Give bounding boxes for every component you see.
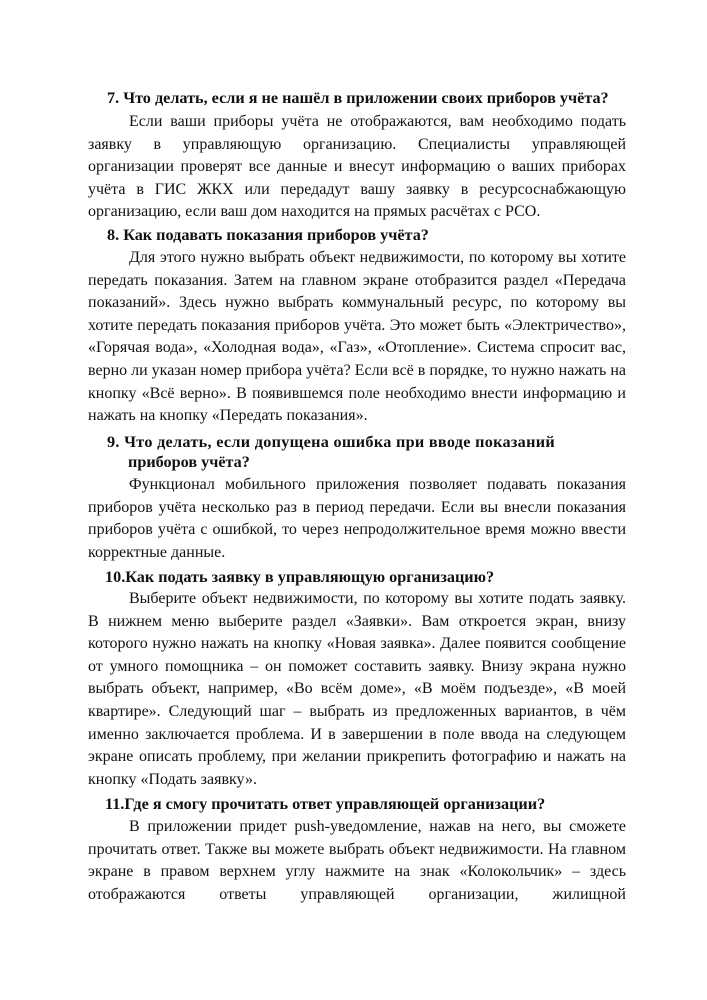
faq-answer-7: Если ваши приборы учёта не отображаются, вам необходимо подать заявку в управляющую организацию. Специалисты управляющей организации проверят все данные и внесут информацию о ваших приборах учёта в ГИС ЖКХ или передадут вашу заявку в ресурсоснабжающую организацию, если ваш дом находится на прямых расчётах с РСО. [88,113,626,221]
faq-answer-11: В приложении придет push-уведомление, нажав на него, вы сможете прочитать ответ. Также вы можете выбрать объект недвижимости. На главном экране в правом верхнем углу нажмите на знак «Колокольчик» – здесь отображаются ответы управляющей организации, жилищной [88,818,626,903]
faq-number-10: 10. [105,568,126,586]
faq-answer-10: Выберите объект недвижимости, по которому вы хотите подать заявку. В нижнем меню выберите раздел «Заявки». Вам откроется экран, внизу которого нужно нажать на кнопку «Новая заявка». Далее появится сообщение от умного помощника – он поможет составить заявку. Внизу экрана нужно выбрать объект, например, «Во всём доме», «В моём подъезде», «В моей квартире». Следующий шаг – выбрать из предложенных вариантов, в чём именно заключается проблема. И в завершении в поле ввода на следующем экране описать проблему, при желании прикрепить фотографию и нажать на кнопку «Подать заявку». [88,590,626,788]
faq-number-9: 9. [107,433,120,451]
faq-title-8: Как подавать показания приборов учёта? [123,226,429,244]
faq-heading-10 [105,567,494,587]
faq-answer-8: Для этого нужно выбрать объект недвижимости, по которому вы хотите передать показания. Затем на главном экране отобразится раздел «Передача показаний». Здесь нужно выбрать коммунальный ресурс, по которому вы хотите передать показания приборов учёта. Это может быть «Электричество», «Горячая вода», «Холодная вода», «Газ», «Отопление». Система спросит вас, верно ли указан номер прибора учёта? Если всё в порядке, то нужно нажать на кнопку «Всё верно». В появившемся поле необходимо внести информацию и нажать на кнопку «Передать показания». [88,249,626,425]
faq-answer-9: Функционал мобильного приложения позволяет подавать показания приборов учёта несколько раз в период передачи. Если вы внесли показания приборов учёта с ошибкой, то через непродолжительное время можно ввести корректные данные. [88,476,626,561]
faq-title-7: Что делать, если я не нашёл в приложении своих приборов учёта? [123,89,609,107]
faq-title-9-line2: приборов учёта? [128,453,250,471]
faq-title-11: Где я смогу прочитать ответ управляющей организации? [124,795,546,813]
faq-heading-9-cont [128,452,250,472]
faq-heading-9 [107,432,555,452]
faq-heading-7 [107,88,609,108]
faq-heading-11 [105,794,545,814]
faq-title-10: Как подать заявку в управляющую организацию? [125,568,495,586]
faq-number-7: 7. [107,89,120,107]
faq-number-8: 8. [107,226,120,244]
faq-heading-8 [107,225,429,245]
faq-title-9-line1: Что делать, если допущена ошибка при вводе показаний [124,433,555,451]
faq-number-11: 11. [105,795,125,813]
